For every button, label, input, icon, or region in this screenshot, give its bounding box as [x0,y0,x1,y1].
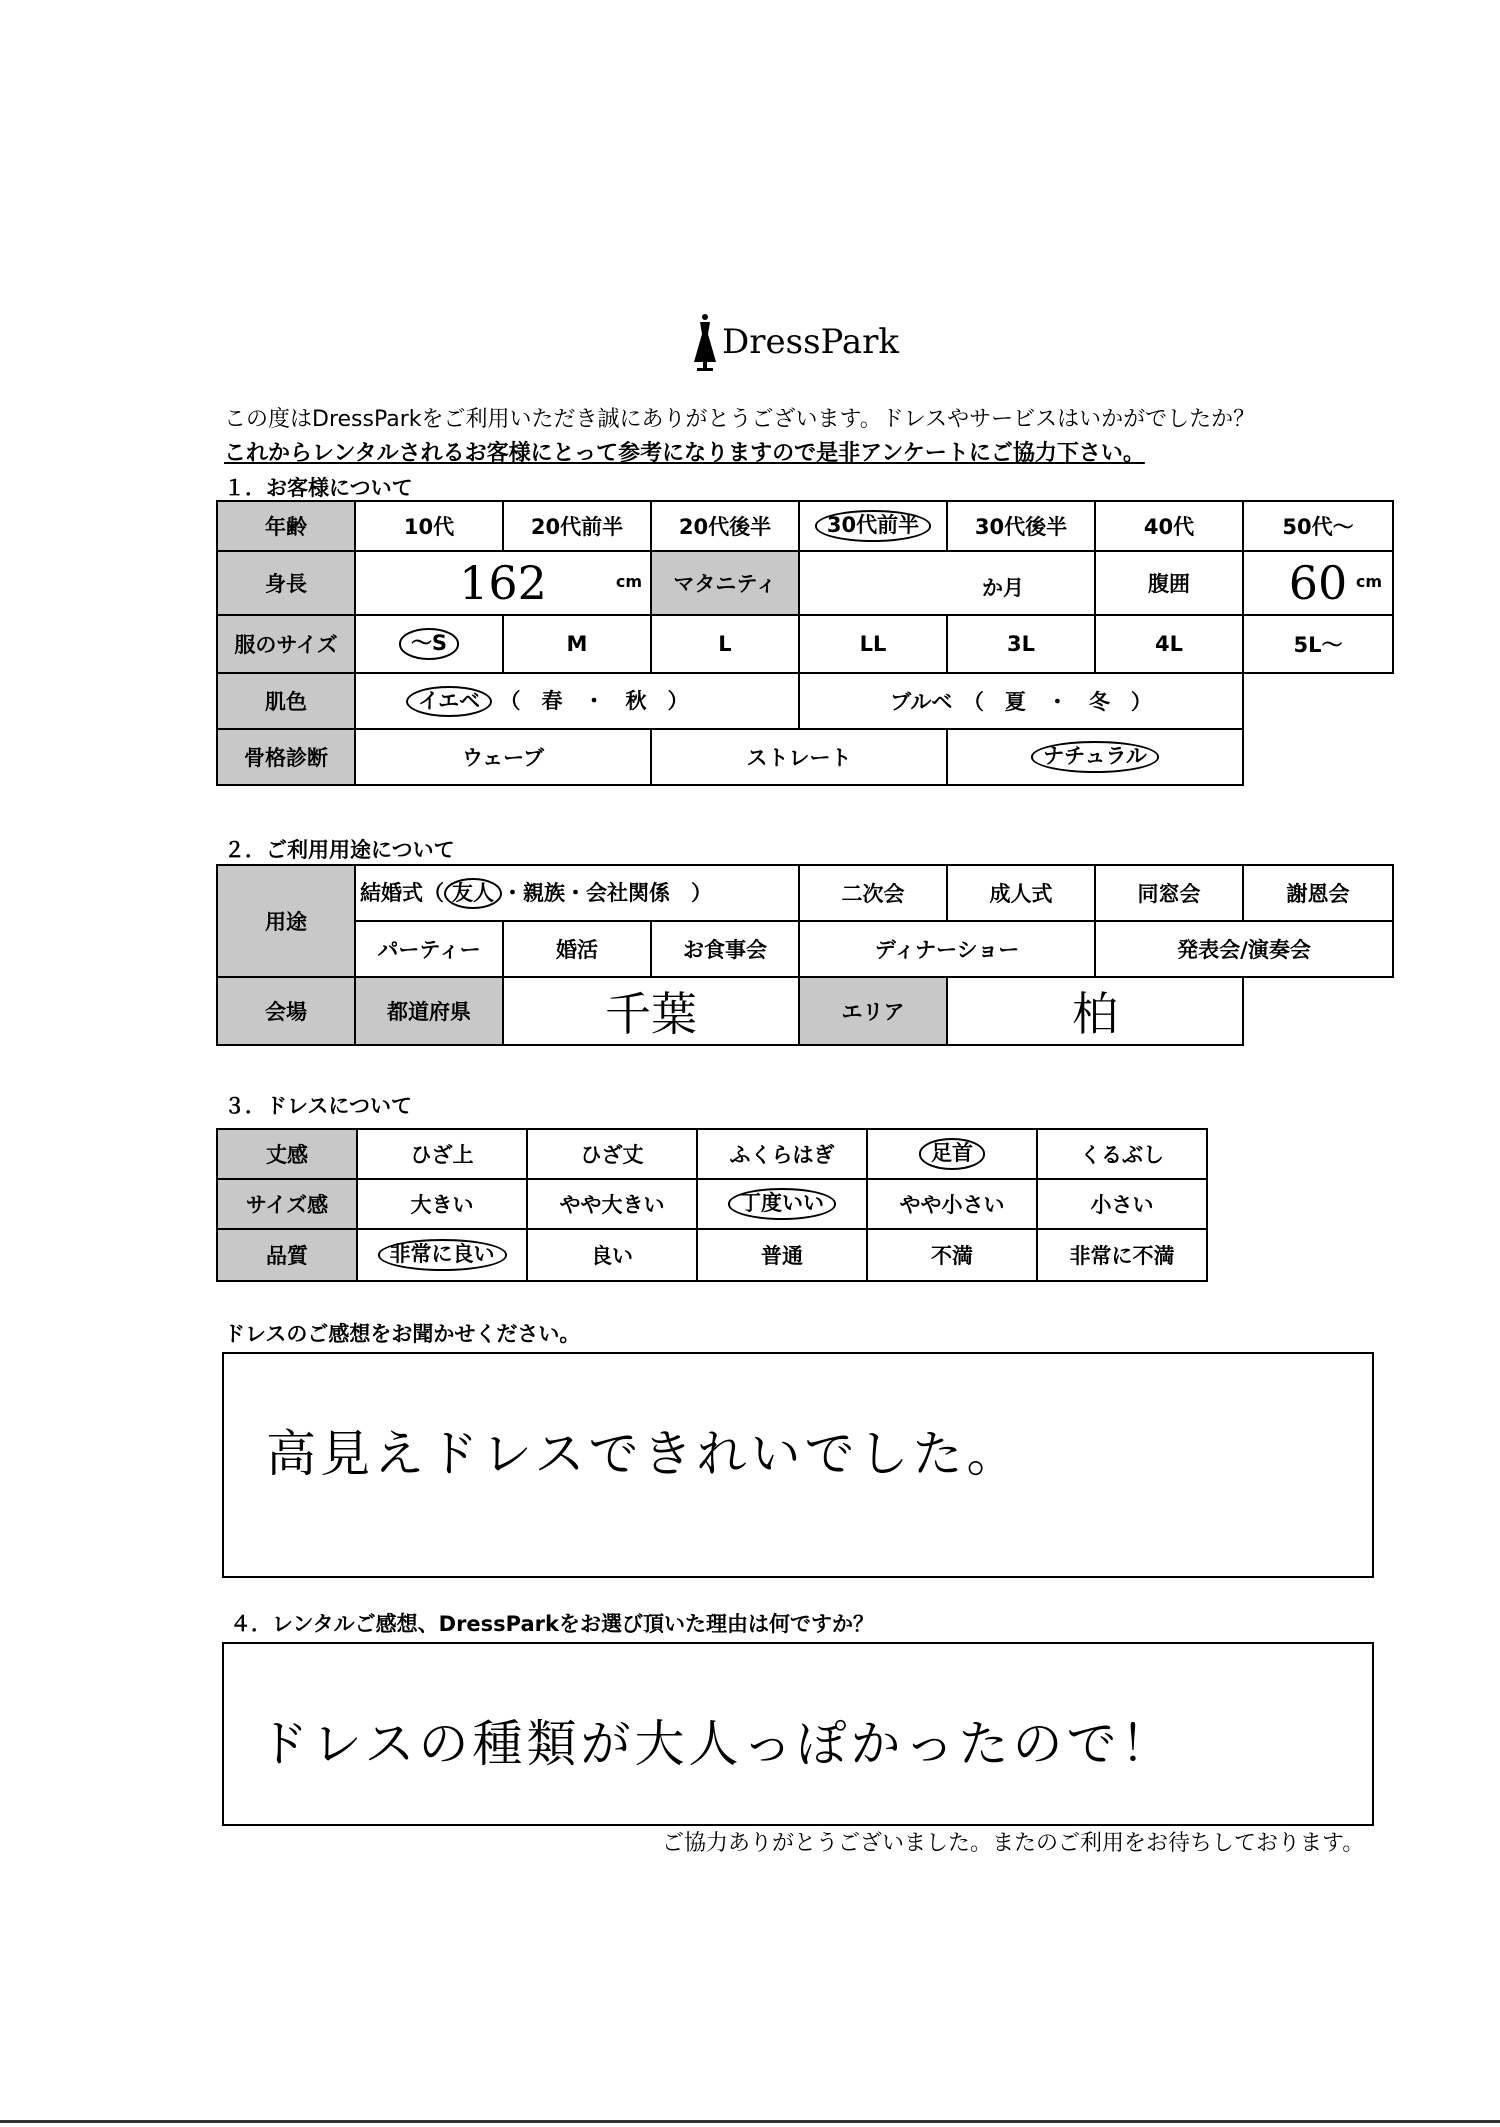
age-option[interactable]: 20代前半 [503,501,651,551]
purpose-wedding[interactable] [355,865,799,921]
reason-box[interactable] [222,1642,1374,1826]
size-row [217,615,1393,673]
skin-option-yellow[interactable] [355,673,799,729]
size-option[interactable]: LL [799,615,947,673]
frame-selected-mark: ナチュラル [1031,741,1159,772]
age-option[interactable]: 20代後半 [651,501,799,551]
size-option[interactable]: M [503,615,651,673]
prefecture-field[interactable] [503,977,799,1045]
intro-line-1: この度はDressParkをご利用いただき誠にありがとうございます。ドレスやサービスはいかがでしたか？ [224,407,1256,432]
area-value: 柏 [1072,987,1119,1041]
purpose-option[interactable]: 同窓会 [1095,865,1243,921]
fit-option[interactable]: やや小さい [867,1179,1037,1229]
dress-table [216,1128,1208,1282]
purpose-option[interactable]: 謝恩会 [1243,865,1393,921]
brand-name: DressPark [722,322,900,362]
maternity-unit: か月 [982,576,1024,600]
size-selected-mark: ～S [399,628,459,659]
frame-option[interactable]: ストレート [651,729,947,785]
fit-option[interactable]: 大きい [357,1179,527,1229]
dress-icon [690,312,720,372]
impression-answer: 高見えドレスできれいでした。 [266,1425,1021,1483]
purpose-row-1 [217,865,1393,921]
closing-message: ご協力ありがとうございました。またのご利用をお待ちしております。 [662,1831,1365,1856]
prefecture-value: 千葉 [605,987,697,1041]
skin-seasons: （ 春 ・ 秋 ） [499,688,689,713]
venue-label: 会場 [217,977,355,1045]
age-label: 年齢 [217,501,355,551]
purpose-option[interactable]: 二次会 [799,865,947,921]
dresspark-logo [690,312,910,372]
wedding-rest: ・親族・会社関係 ） [502,880,712,905]
quality-option[interactable]: 非常に不満 [1037,1229,1207,1281]
intro-line-2: これからレンタルされるお客様にとって参考になりますので是非アンケートにご協力下さい。 [224,441,1145,466]
size-option[interactable]: 4L [1095,615,1243,673]
height-value: 162 [459,556,547,610]
height-label: 身長 [217,551,355,615]
length-option[interactable]: ひざ丈 [527,1129,697,1179]
reason-answer: ドレスの種類が大人っぽかったので！ [258,1715,1175,1773]
customer-table [216,500,1394,786]
section3-title: ３．ドレスについて [224,1094,412,1118]
wedding-prefix: 結婚式（ [360,880,444,905]
fit-row [217,1179,1207,1229]
waist-label: 腹囲 [1095,551,1243,615]
frame-option[interactable]: ウェーブ [355,729,651,785]
waist-field[interactable] [1243,551,1393,615]
age-option[interactable]: 10代 [355,501,503,551]
length-option[interactable]: ひざ上 [357,1129,527,1179]
length-option-selected[interactable] [867,1129,1037,1179]
venue-row [217,977,1393,1045]
purpose-option[interactable]: お食事会 [651,921,799,977]
quality-option[interactable]: 良い [527,1229,697,1281]
waist-unit: cm [1355,572,1382,591]
length-selected-mark: 足首 [919,1138,985,1169]
size-option[interactable]: 3L [947,615,1095,673]
age-selected-mark: 30代前半 [815,510,931,541]
impression-box[interactable] [222,1352,1374,1578]
quality-selected-mark: 非常に良い [378,1239,507,1270]
frame-option-selected[interactable] [947,729,1243,785]
quality-row [217,1229,1207,1281]
purpose-option[interactable]: 婚活 [503,921,651,977]
purpose-row-2 [217,921,1393,977]
size-label: 服のサイズ [217,615,355,673]
age-option-selected[interactable] [799,501,947,551]
purpose-option[interactable]: 発表会/演奏会 [1095,921,1393,977]
fit-option[interactable]: やや大きい [527,1179,697,1229]
size-option[interactable]: 5L～ [1243,615,1393,673]
frame-row [217,729,1393,785]
skin-label: 肌色 [217,673,355,729]
impression-prompt: ドレスのご感想をお聞かせください。 [224,1322,581,1346]
quality-option[interactable]: 普通 [697,1229,867,1281]
scan-edge [0,2120,1500,2123]
height-field[interactable] [355,551,651,615]
length-label: 丈感 [217,1129,357,1179]
area-field[interactable] [947,977,1243,1045]
area-label: エリア [799,977,947,1045]
fit-label: サイズ感 [217,1179,357,1229]
purpose-label: 用途 [217,865,355,977]
wedding-selected-mark: 友人 [444,878,502,909]
length-option[interactable]: ふくらはぎ [697,1129,867,1179]
purpose-option[interactable]: パーティー [355,921,503,977]
fit-option-selected[interactable] [697,1179,867,1229]
fit-selected-mark: 丁度いい [728,1188,836,1219]
purpose-option[interactable]: 成人式 [947,865,1095,921]
maternity-label: マタニティ [651,551,799,615]
length-option[interactable]: くるぶし [1037,1129,1207,1179]
skin-option-blue[interactable]: ブルベ （ 夏 ・ 冬 ） [799,673,1243,729]
section2-title: ２．ご利用用途について [224,838,455,862]
skin-selected-mark: イエベ [406,686,492,717]
age-row [217,501,1393,551]
skin-row [217,673,1393,729]
prefecture-label: 都道府県 [355,977,503,1045]
length-row [217,1129,1207,1179]
maternity-field[interactable] [799,551,1095,615]
section4-title: ４．レンタルご感想、DressParkをお選び頂いた理由は何ですか？ [230,1612,874,1636]
size-option-selected[interactable] [355,615,503,673]
fit-option[interactable]: 小さい [1037,1179,1207,1229]
frame-label: 骨格診断 [217,729,355,785]
purpose-option[interactable]: ディナーショー [799,921,1095,977]
age-option[interactable]: 30代後半 [947,501,1095,551]
age-option[interactable]: 40代 [1095,501,1243,551]
quality-option[interactable]: 不満 [867,1229,1037,1281]
quality-option-selected[interactable] [357,1229,527,1281]
purpose-table [216,864,1394,1046]
age-option[interactable]: 50代～ [1243,501,1393,551]
section1-title: １．お客様について [224,476,413,500]
quality-label: 品質 [217,1229,357,1281]
height-unit: cm [615,572,642,591]
measurement-row [217,551,1393,615]
size-option[interactable]: L [651,615,799,673]
waist-value: 60 [1288,556,1348,610]
